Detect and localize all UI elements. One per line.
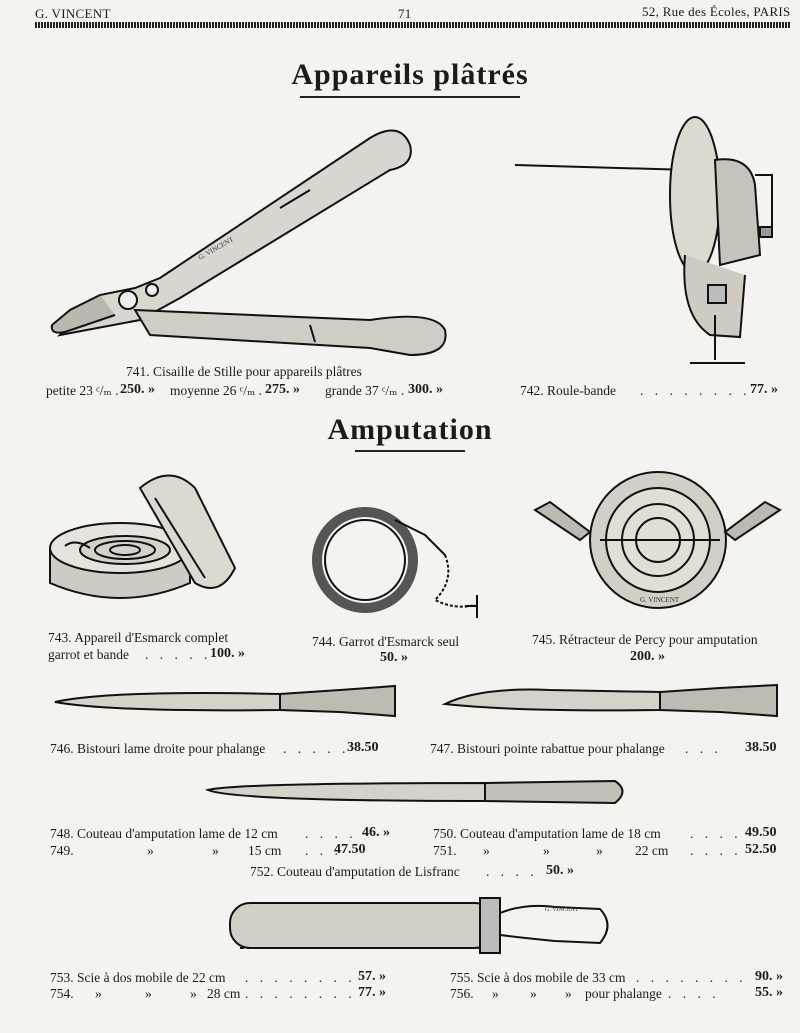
item-743-dots: . . . . . (145, 647, 212, 662)
item-745-price: 200. » (630, 649, 665, 664)
item-756-ditto: » (492, 986, 499, 1001)
item-751-price: 52.50 (745, 842, 777, 857)
item-742-label: 742. Roule-bande (520, 383, 616, 398)
section-title-plaster: Appareils plâtrés (291, 58, 529, 91)
item-754-ditto: » (145, 986, 152, 1001)
shears-engraving: G. VINCENT (197, 235, 235, 262)
item-753-dots: . . . . . . . . (245, 970, 356, 985)
item-748-label: 748. Couteau d'amputation lame de 12 cm (50, 826, 278, 841)
item-746-price: 38.50 (347, 740, 379, 755)
esmarck-box-illustration (45, 468, 245, 613)
item-754-number: 754. (50, 986, 74, 1001)
item-745-title: 745. Rétracteur de Percy pour amputation (532, 632, 758, 647)
item-751-number: 751. (433, 843, 457, 858)
retracteur-illustration (530, 470, 785, 620)
item-741-grande: grande 37 ᶜ/ₘ . (325, 383, 405, 398)
item-750-price: 49.50 (745, 825, 777, 840)
item-756-price: 55. » (755, 985, 783, 1000)
item-741-moyenne-price: 275. » (265, 382, 300, 397)
item-749-ditto: » (147, 843, 154, 858)
item-741-title: 741. Cisaille de Stille pour appareils plâtres (126, 364, 362, 379)
item-751-size: 22 cm (635, 843, 669, 858)
item-753-price: 57. » (358, 969, 386, 984)
item-750-dots: . . . . (690, 826, 742, 841)
item-746-dots: . . . . . (283, 741, 350, 756)
bistouri-droite-illustration (50, 682, 400, 722)
item-752-label: 752. Couteau d'amputation de Lisfranc (250, 864, 460, 879)
item-741-moyenne: moyenne 26 ᶜ/ₘ . (170, 383, 262, 398)
item-743-line2: garrot et bande (48, 647, 129, 662)
section-underline (300, 96, 520, 98)
item-754-dots: . . . . . . . . (245, 986, 356, 1001)
shears-illustration (40, 120, 460, 360)
item-751-ditto: » (483, 843, 490, 858)
item-747-price: 38.50 (745, 740, 777, 755)
item-754-price: 77. » (358, 985, 386, 1000)
item-748-dots: . . . . (305, 826, 357, 841)
item-755-price: 90. » (755, 969, 783, 984)
couteau-illustration (205, 775, 635, 810)
section-title-amputation: Amputation (327, 413, 493, 446)
header-left: G. VINCENT (35, 6, 111, 21)
item-756-number: 756. (450, 986, 474, 1001)
saw-engraving: G. VINCENT (545, 907, 579, 913)
page-number: 71 (398, 6, 412, 21)
item-749-dots: . . . (305, 843, 342, 858)
item-744-price: 50. » (380, 650, 408, 665)
item-756-size: pour phalange (585, 986, 662, 1001)
item-756-ditto: » (530, 986, 537, 1001)
item-755-dots: . . . . . . . . (636, 970, 747, 985)
item-742-dots: . . . . . . . . (640, 383, 751, 398)
item-741-petite-price: 250. » (120, 382, 155, 397)
garrot-illustration (305, 500, 490, 630)
item-751-dots: . . . . (690, 843, 742, 858)
item-756-dots: . . . . (668, 986, 720, 1001)
item-756-ditto: » (565, 986, 572, 1001)
item-753-label: 753. Scie à dos mobile de 22 cm (50, 970, 226, 985)
header-address: 52, Rue des Écoles, PARIS (642, 4, 791, 19)
item-752-price: 50. » (546, 863, 574, 878)
section-underline (355, 450, 465, 452)
item-747-label: 747. Bistouri pointe rabattue pour phalange (430, 741, 665, 756)
item-755-label: 755. Scie à dos mobile de 33 cm (450, 970, 626, 985)
item-742-price: 77. » (750, 382, 778, 397)
scie-illustration (225, 893, 615, 963)
header-rule (35, 22, 790, 28)
item-754-size: 28 cm (207, 986, 241, 1001)
item-754-ditto: » (95, 986, 102, 1001)
item-748-price: 46. » (362, 825, 390, 840)
item-749-size: 15 cm (248, 843, 282, 858)
item-744-title: 744. Garrot d'Esmarck seul (312, 634, 460, 649)
retractor-engraving: G. VINCENT (640, 596, 680, 604)
item-747-dots: . . . (685, 741, 722, 756)
item-743-title: 743. Appareil d'Esmarck complet (48, 630, 229, 645)
item-746-label: 746. Bistouri lame droite pour phalange (50, 741, 266, 756)
item-751-ditto: » (596, 843, 603, 858)
bistouri-rabattue-illustration (440, 682, 780, 722)
item-752-dots: . . . . (486, 864, 538, 879)
item-751-ditto: » (543, 843, 550, 858)
item-754-ditto: » (190, 986, 197, 1001)
item-749-ditto: » (212, 843, 219, 858)
item-749-price: 47.50 (334, 842, 366, 857)
roule-bande-illustration (510, 115, 780, 375)
item-750-label: 750. Couteau d'amputation lame de 18 cm (433, 826, 661, 841)
item-749-number: 749. (50, 843, 74, 858)
item-741-petite: petite 23 ᶜ/ₘ . (46, 383, 119, 398)
item-743-price: 100. » (210, 646, 245, 661)
item-741-grande-price: 300. » (408, 382, 443, 397)
